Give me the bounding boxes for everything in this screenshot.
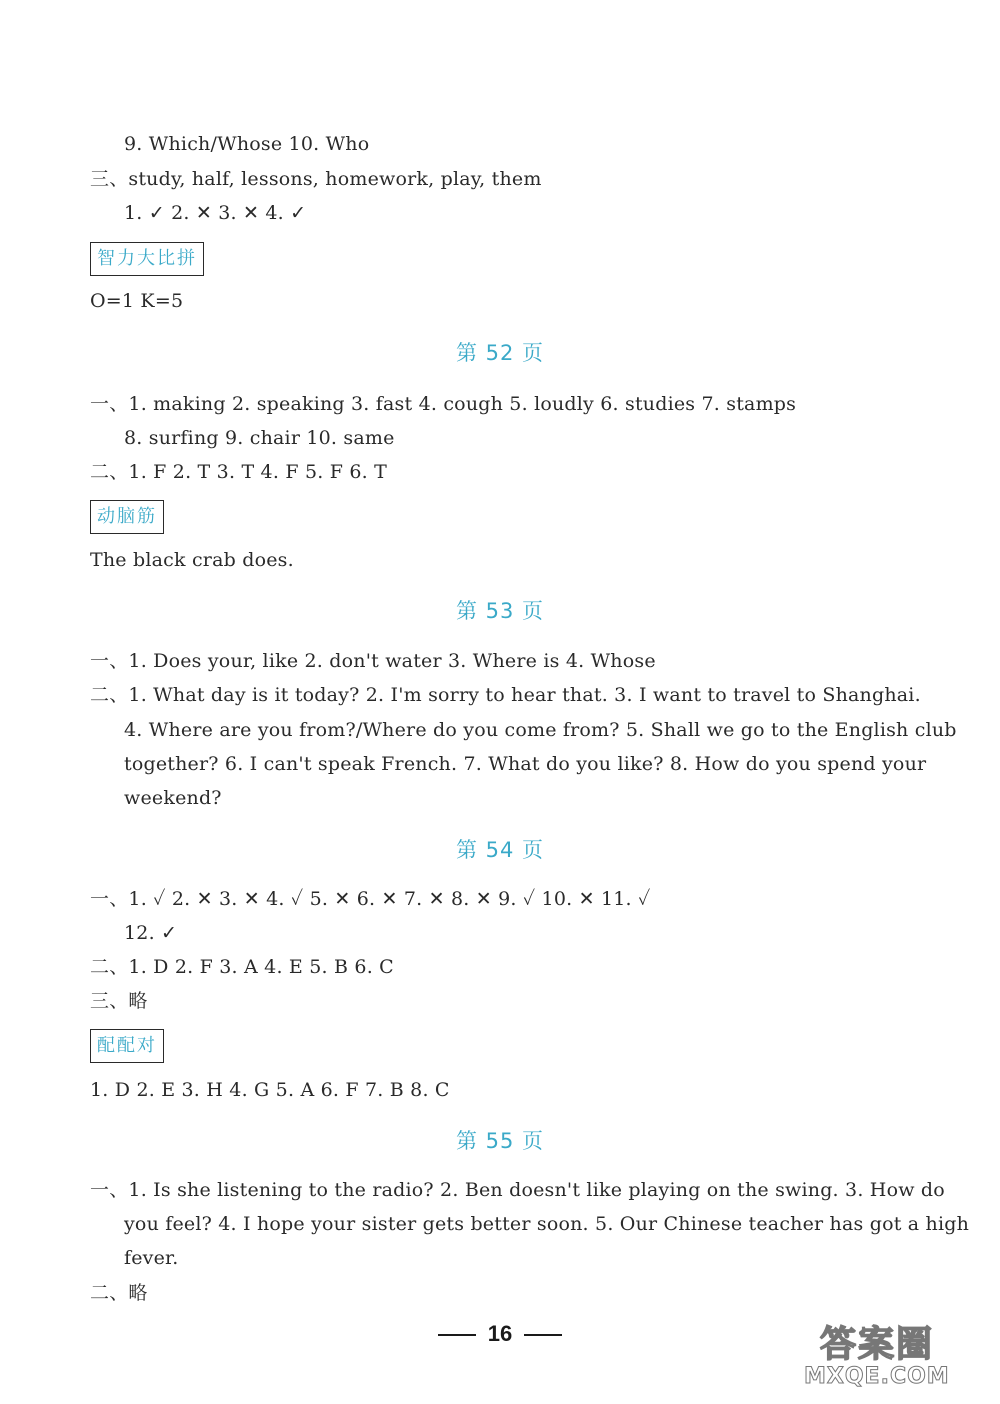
section-box-peipeidui: 配配对 [90, 1029, 164, 1063]
line-2: 三、study, half, lessons, homework, play, them [90, 168, 542, 190]
line-18: 1. D 2. E 3. H 4. G 5. A 6. F 7. B 8. C [90, 1079, 450, 1101]
line-14: 一、1. ✓ 2. ✕ 3. ✕ 4. ✓ 5. ✕ 6. ✕ 7. ✕ 8. ✕ 9. ✓ 10. ✕ 11. ✓ [90, 888, 651, 910]
line-20: you feel? 4. I hope your sister gets better soon. 5. Our Chinese teacher has got a high [124, 1213, 970, 1235]
line-10: 二、1. What day is it today? 2. I'm sorry to hear that. 3. I want to travel to Shanghai. [90, 684, 921, 706]
dash-left [438, 1334, 476, 1336]
line-17: 三、略 [90, 990, 148, 1012]
line-5: 一、1. making 2. speaking 3. fast 4. cough 5. loudly 6. studies 7. stamps [90, 393, 797, 415]
line-9: 一、1. Does your, like 2. don't water 3. Where is 4. Whose [90, 650, 656, 672]
line-22: 二、略 [90, 1282, 148, 1304]
page-title-54: 第 54 页 [455, 838, 545, 862]
watermark-url: MXQE.COM [804, 1364, 950, 1389]
page-title-53: 第 53 页 [455, 599, 545, 623]
line-16: 二、1. D 2. F 3. A 4. E 5. B 6. C [90, 956, 394, 978]
line-8: The black crab does. [90, 549, 294, 571]
page-title-52: 第 52 页 [455, 341, 545, 365]
line-7: 二、1. F 2. T 3. T 4. F 5. F 6. T [90, 461, 387, 483]
section-box-zhili: 智力大比拼 [90, 242, 204, 276]
line-13: weekend? [124, 787, 222, 809]
line-1: 9. Which/Whose 10. Who [124, 133, 370, 155]
page-title-55: 第 55 页 [455, 1129, 545, 1153]
line-19: 一、1. Is she listening to the radio? 2. Ben doesn't like playing on the swing. 3. How do [90, 1179, 945, 1201]
page-number-text: 16 [487, 1321, 513, 1346]
line-3: 1. ✓ 2. ✕ 3. ✕ 4. ✓ [124, 202, 307, 224]
line-21: fever. [124, 1247, 179, 1269]
line-12: together? 6. I can't speak French. 7. What do you like? 8. How do you spend your [124, 753, 927, 775]
watermark-cn: 答案圈 [820, 1324, 935, 1365]
line-11: 4. Where are you from?/Where do you come from? 5. Shall we go to the English club [124, 719, 957, 741]
section-box-dongnaojin: 动脑筋 [90, 500, 164, 534]
watermark [800, 1316, 996, 1398]
line-6: 8. surfing 9. chair 10. same [124, 427, 395, 449]
dash-right [524, 1334, 562, 1336]
line-4: O=1 K=5 [90, 290, 184, 312]
line-15: 12. ✓ [124, 922, 178, 944]
